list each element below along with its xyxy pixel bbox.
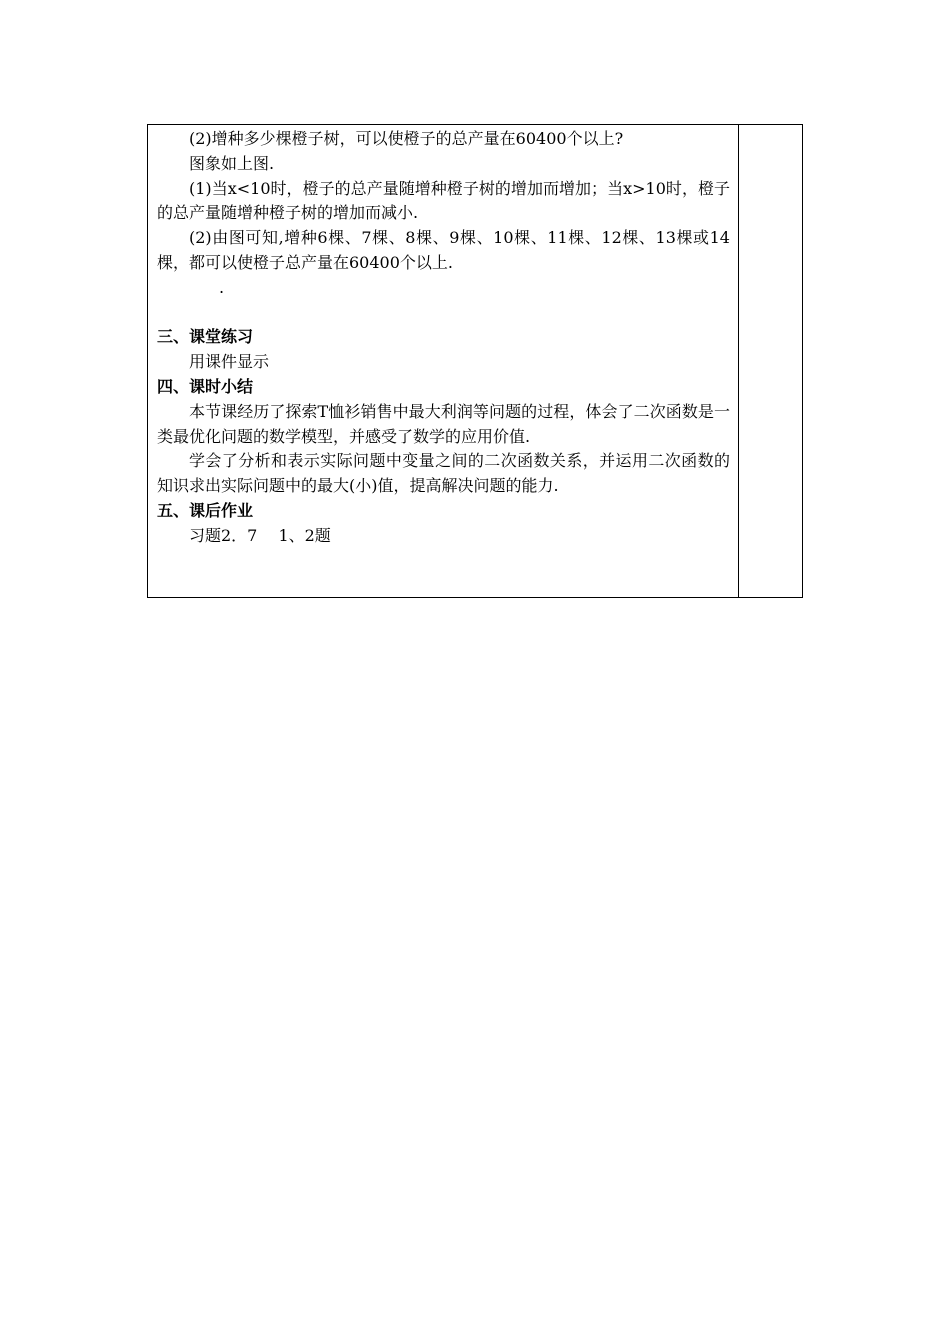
answer-1-text: (1)当x<10时，橙子的总产量随增种橙子树的增加而增加；当x>10时，橙子的总产量随增种橙子树的增加而减小. <box>157 178 730 223</box>
graph-note-text: 图象如上图. <box>189 153 275 173</box>
section-4-heading: 四、课时小结 <box>157 376 254 396</box>
notes-cell <box>739 125 802 597</box>
summary-paragraph-1: 本节课经历了探索T恤衫销售中最大利润等问题的过程，体会了二次函数是一类最优化问题的数学模型，并感受了数学的应用价值. <box>157 401 730 446</box>
summary-paragraph-2: 学会了分析和表示实际问题中变量之间的二次函数关系，并运用二次函数的知识求出实际问题中的最大(小)值，提高解决问题的能力. <box>157 451 730 496</box>
content-cell <box>148 125 739 597</box>
homework-text: 习题2．7 1、2题 <box>189 525 331 545</box>
dot-mark: . <box>219 277 225 297</box>
blank-line <box>157 301 730 326</box>
section-3-body: 用课件显示 <box>189 352 270 372</box>
section-5-heading: 五、课后作业 <box>157 500 254 520</box>
answer-2-text: (2)由图可知,增种6棵、7棵、8棵、9棵、10棵、11棵、12棵、13棵或14棵，都可以使橙子总产量在60400个以上. <box>157 228 730 272</box>
lesson-table <box>147 124 803 598</box>
question-2-text: (2)增种多少棵橙子树，可以使橙子的总产量在60400个以上? <box>189 129 624 148</box>
section-3-heading: 三、课堂练习 <box>157 327 254 347</box>
